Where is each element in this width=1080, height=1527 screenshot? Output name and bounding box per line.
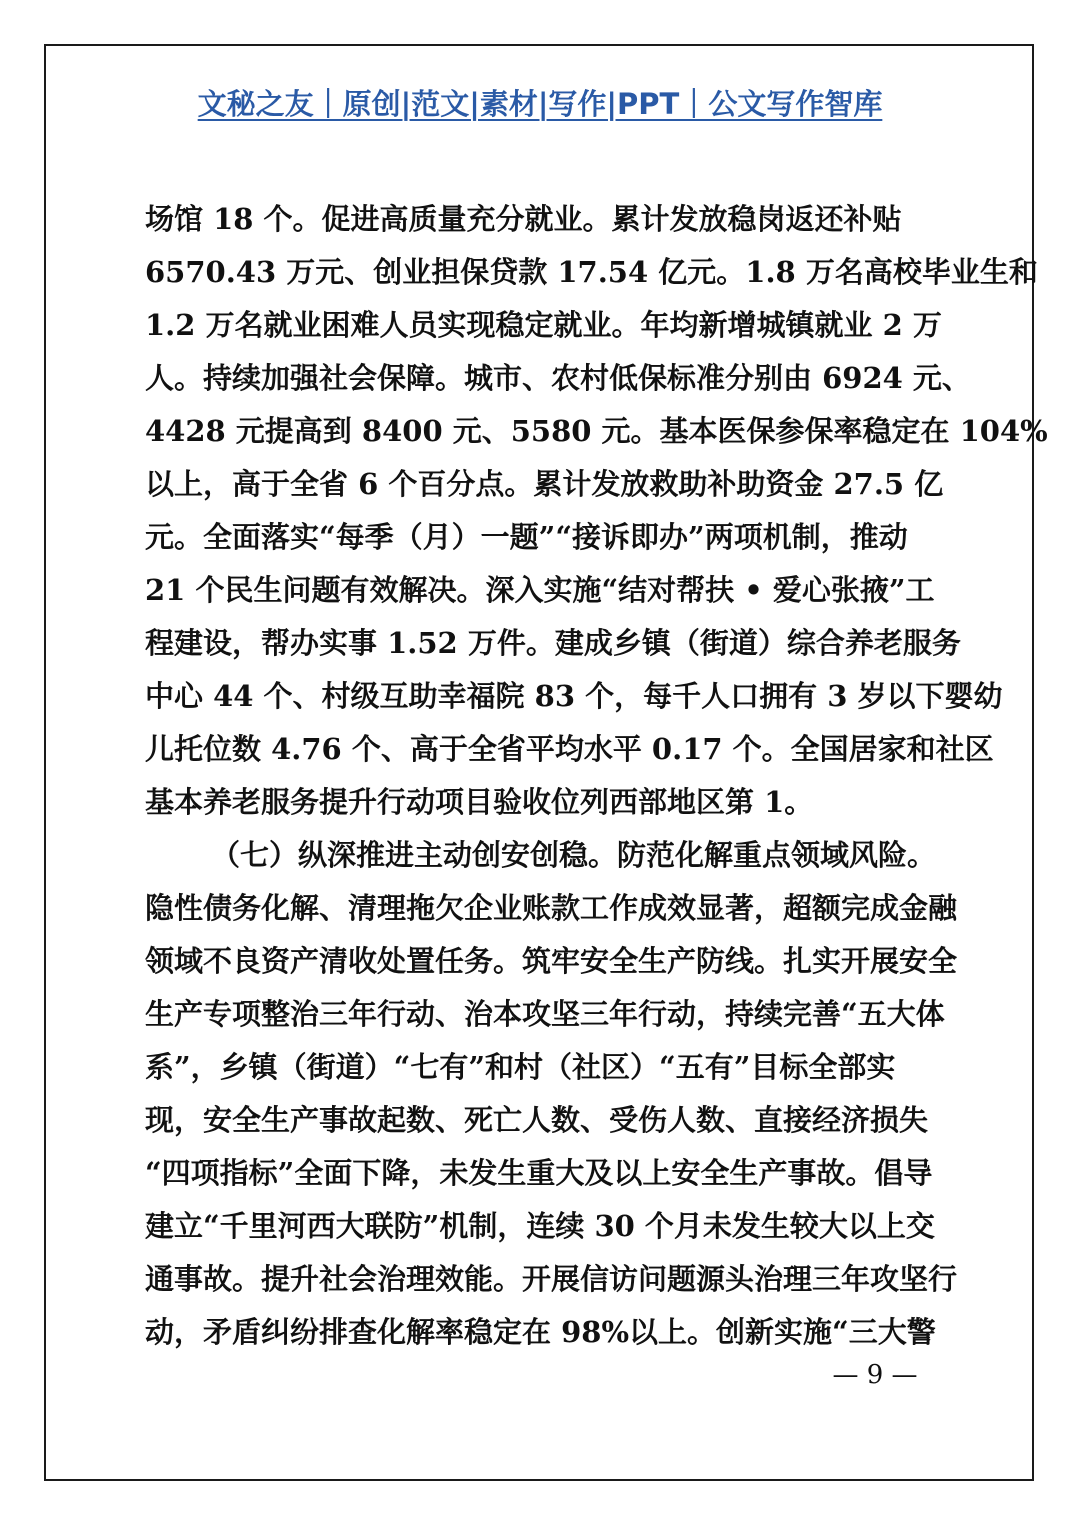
text-line: 程建设，帮办实事 1.52 万件。建成乡镇（街道）综合养老服务 bbox=[145, 626, 961, 660]
text-line: 儿托位数 4.76 个、高于全省平均水平 0.17 个。全国居家和社区 bbox=[145, 732, 994, 766]
header-banner[interactable]: 文秘之友｜原创|范文|素材|写作|PPT｜公文写作智库 bbox=[197, 87, 883, 121]
text-line: 人。持续加强社会保障。城市、农村低保标准分别由 6924 元、 bbox=[145, 361, 971, 395]
body-text bbox=[145, 193, 1048, 1359]
text-line: “四项指标”全面下降，未发生重大及以上安全生产事故。倡导 bbox=[145, 1156, 933, 1190]
text-line: 6570.43 万元、创业担保贷款 17.54 亿元。1.8 万名高校毕业生和 bbox=[145, 255, 1038, 289]
text-line: 1.2 万名就业困难人员实现稳定就业。年均新增城镇就业 2 万 bbox=[145, 308, 942, 342]
text-line: 场馆 18 个。促进高质量充分就业。累计发放稳岗返还补贴 bbox=[145, 202, 902, 236]
text-line: 动，矛盾纠纷排查化解率稳定在 98%以上。创新实施“三大警 bbox=[145, 1315, 936, 1349]
page-number: — 9 — bbox=[832, 1360, 918, 1390]
text-line: 以上，高于全省 6 个百分点。累计发放救助补助资金 27.5 亿 bbox=[145, 467, 944, 501]
text-line: 系”，乡镇（街道）“七有”和村（社区）“五有”目标全部实 bbox=[145, 1050, 896, 1084]
text-line: 通事故。提升社会治理效能。开展信访问题源头治理三年攻坚行 bbox=[145, 1262, 958, 1296]
text-line: 基本养老服务提升行动项目验收位列西部地区第 1。 bbox=[145, 785, 814, 819]
text-line: 4428 元提高到 8400 元、5580 元。基本医保参保率稳定在 104% bbox=[145, 414, 1048, 448]
text-line: 中心 44 个、村级互助幸福院 83 个，每千人口拥有 3 岁以下婴幼 bbox=[145, 679, 1003, 713]
text-line: 领域不良资产清收处置任务。筑牢安全生产防线。扎实开展安全 bbox=[145, 944, 958, 978]
text-line: 现，安全生产事故起数、死亡人数、受伤人数、直接经济损失 bbox=[145, 1103, 929, 1137]
text-line: 建立“千里河西大联防”机制，连续 30 个月未发生较大以上交 bbox=[145, 1209, 935, 1243]
text-line: 元。全面落实“每季（月）一题”“接诉即办”两项机制，推动 bbox=[145, 520, 908, 554]
section-heading-line: （七）纵深推进主动创安创稳。防范化解重点领域风险。 bbox=[211, 838, 937, 872]
text-line: 隐性债务化解、清理拖欠企业账款工作成效显著，超额完成金融 bbox=[145, 891, 958, 925]
text-line: 21 个民生问题有效解决。深入实施“结对帮扶 • 爱心张掖”工 bbox=[145, 573, 935, 607]
text-line: 生产专项整治三年行动、治本攻坚三年行动，持续完善“五大体 bbox=[145, 997, 945, 1031]
